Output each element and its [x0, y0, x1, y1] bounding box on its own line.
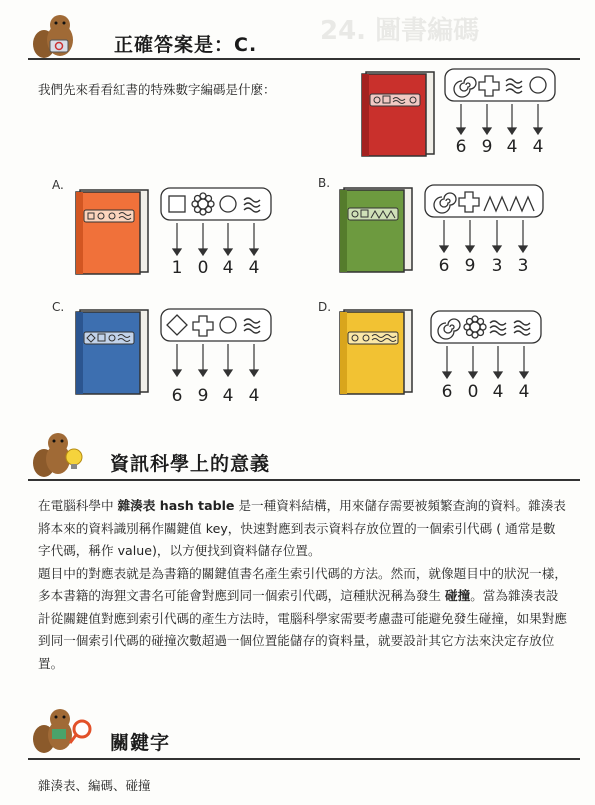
body-paragraph	[38, 495, 568, 675]
option-c-letter: C.	[52, 300, 65, 314]
paragraph-1: 在電腦科學中 雜湊表 hash table 是一種資料結構，用來儲存需要被頻繁查詢的資料。雜湊表將本來的資料識別稱作關鍵值 key，快速對應到表示資料存放位置的一個索引代碼 ( 通常是數字代碼，稱作 value)，以方便找到資料儲存位置。	[38, 498, 566, 558]
option-b-letter: B.	[318, 176, 331, 190]
red-digits: 6 9 4 4	[455, 137, 544, 157]
option-d-digits: 6 0 4 4	[441, 382, 530, 402]
option-c-arrows	[160, 344, 272, 380]
option-c-digits: 6 9 4 4	[171, 386, 260, 406]
term-collision: 碰撞	[445, 588, 471, 603]
red-book	[360, 68, 440, 158]
term-hash-table: 雜湊表 hash table	[117, 498, 235, 513]
paragraph-2: 題目中的對應表就是為書籍的關鍵值書名產生索引代碼的方法。然而，就像題目中的狀況一樣，多本書籍的海狸文書名可能會對應到同一個索引代碼，這種狀況稱為發生 碰撞。當為雜湊表設計從關鍵值對應到索引代碼的產生方法時，電腦科學家需要考慮盡可能避免發生碰撞，如果對應到同一個索引代碼的碰撞次數超過一個位置能儲存的資料量，就要設計其它方法來決定存放位置。	[38, 565, 567, 671]
option-b-symbol-box	[424, 184, 544, 220]
option-d-book	[338, 306, 418, 396]
option-b-digits: 6 9 3 3	[438, 256, 529, 276]
answer-heading: 正確答案是：C.	[114, 34, 258, 56]
beaver-magnifier-icon	[30, 705, 102, 757]
beaver-mascot-icon	[30, 10, 80, 60]
red-arrows	[444, 104, 556, 138]
option-b-book	[338, 184, 418, 274]
option-d-letter: D.	[318, 300, 332, 314]
option-a-letter: A.	[52, 178, 64, 192]
option-a-arrows	[160, 223, 272, 259]
option-b-arrows	[424, 220, 544, 256]
red-symbol-box	[444, 68, 556, 104]
section-rule	[28, 479, 580, 481]
beaver-lightbulb-icon	[30, 425, 86, 481]
keywords-heading: 關鍵字	[110, 732, 171, 754]
keywords-list: 雜湊表、編碼、碰撞	[38, 778, 151, 793]
heading-rule	[28, 58, 580, 60]
option-a-digits: 1 0 4 4	[171, 258, 260, 278]
keywords-rule	[28, 758, 580, 760]
option-a-book	[74, 186, 154, 276]
option-c-symbol-box	[160, 308, 272, 344]
intro-text: 我們先來看看紅書的特殊數字編碼是什麼：	[38, 82, 276, 97]
option-d-arrows	[430, 346, 542, 382]
section-heading: 資訊科學上的意義	[110, 453, 271, 475]
option-a-symbol-box	[160, 187, 272, 223]
option-d-symbol-box	[430, 310, 542, 346]
option-c-book	[74, 306, 154, 396]
bleed-through-title: 24. 圖書編碼	[320, 16, 480, 46]
